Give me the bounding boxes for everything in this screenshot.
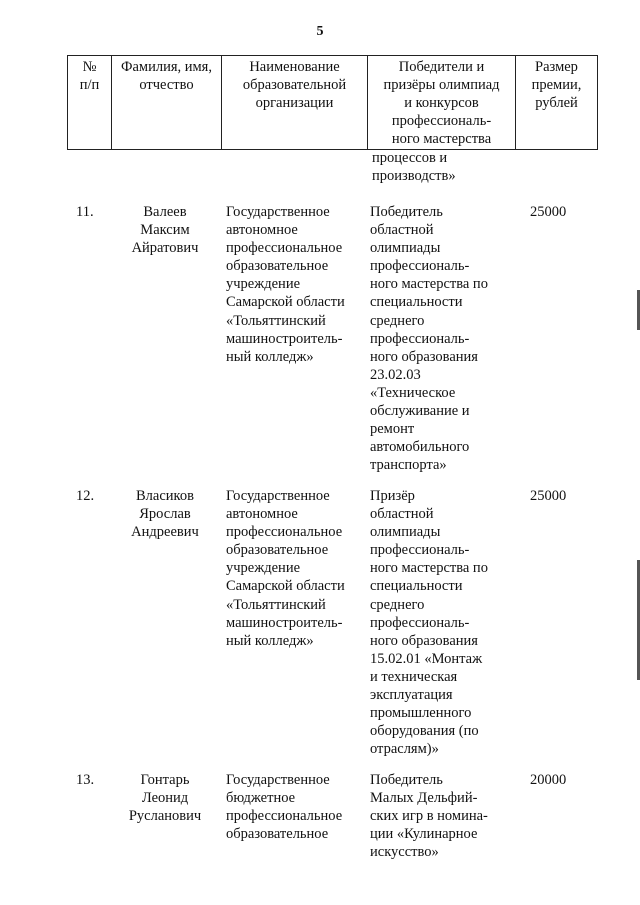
row-organization: Государственное бюджетное профессиональное образовательное xyxy=(226,772,343,843)
row-prize: 20000 xyxy=(530,772,567,788)
row-number: 12. xyxy=(76,488,95,504)
header-full-name: Фамилия, имя, отчество xyxy=(112,56,222,150)
header-organization: Наименование образовательной организации xyxy=(222,56,368,150)
continuation-text: процессов и производств» xyxy=(372,150,456,185)
row-achievement: Победитель Малых Дельфий- ских игр в номина- ции «Кулинарное искусство» xyxy=(370,772,488,861)
header-prize: Размер премии, рублей xyxy=(516,56,598,150)
row-prize: 25000 xyxy=(530,204,567,220)
row-full-name: Власиков Ярослав Андреевич xyxy=(131,488,199,541)
header-number: № п/п xyxy=(68,56,112,150)
row-organization: Государственное автономное профессиональное образовательное учреждение Самарской области «Тольяттинский машиностроитель- ный колледж» xyxy=(226,204,345,365)
row-organization: Государственное автономное профессиональное образовательное учреждение Самарской области «Тольяттинский машиностроитель- ный колледж» xyxy=(226,488,345,649)
row-full-name: Гонтарь Леонид Русланович xyxy=(128,772,202,825)
page-number: 5 xyxy=(316,24,324,39)
row-achievement: Призёр областной олимпиады профессиональ- ного мастерства по специальности среднего профессиональ- ного образования 15.02.01 «Монтаж и техническая эксплуатация промышленного оборудования (по отраслям)» xyxy=(370,488,488,758)
row-achievement: Победитель областной олимпиады профессиональ- ного мастерства по специальности среднего профессиональ- ного образования 23.02.03 «Техническое обслуживание и ремонт автомобильного транспорта» xyxy=(370,204,488,474)
header-winners: Победители и призёры олимпиад и конкурсов профессиональ- ного мастерства xyxy=(368,56,516,150)
row-number: 13. xyxy=(76,772,95,788)
table-header xyxy=(67,55,598,150)
header-row xyxy=(68,56,598,150)
row-number: 11. xyxy=(76,204,94,220)
row-prize: 25000 xyxy=(530,488,567,504)
row-full-name: Валеев Максим Айратович xyxy=(131,204,199,257)
